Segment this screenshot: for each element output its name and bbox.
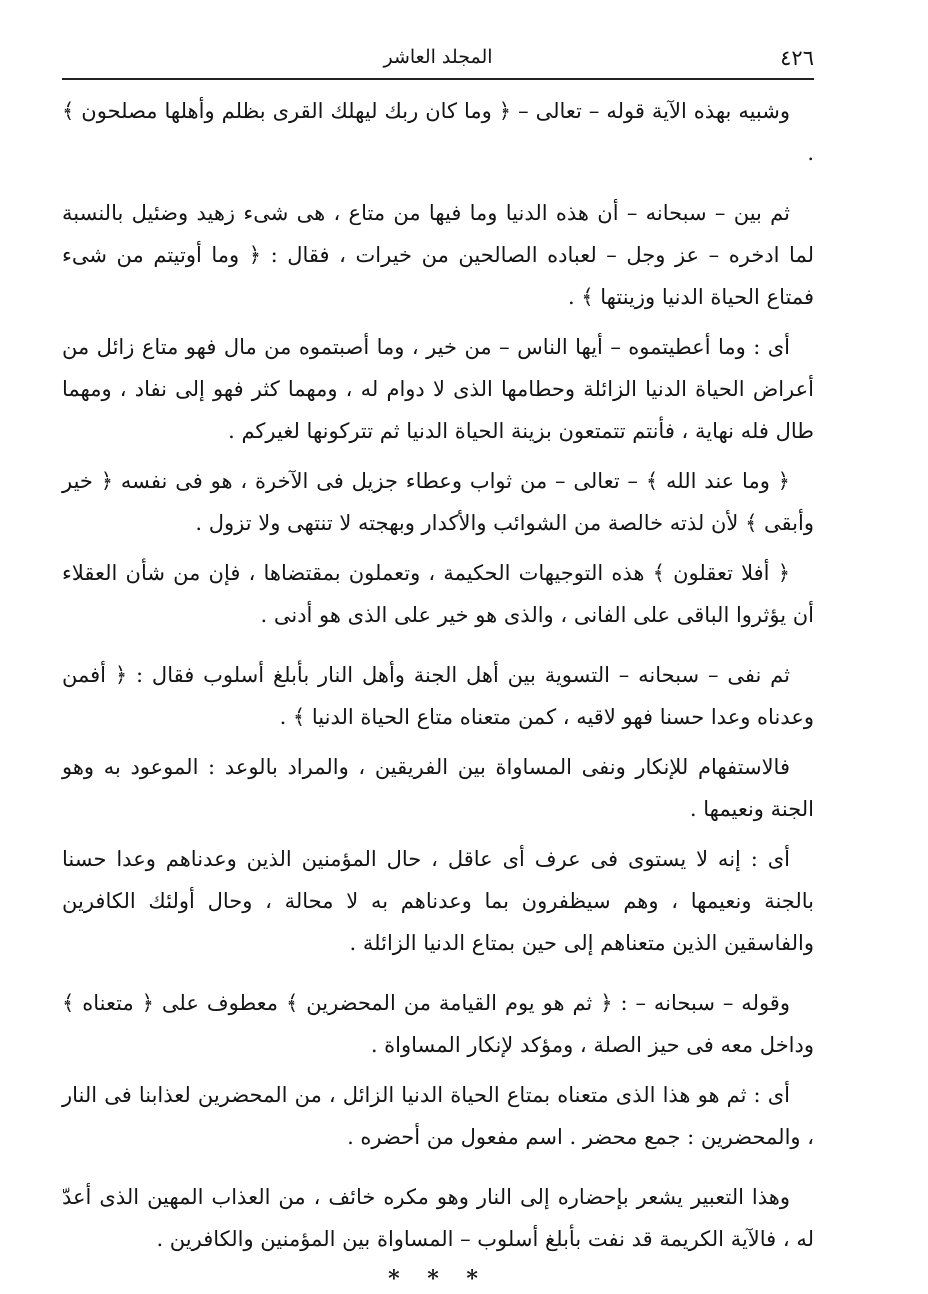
body-text: [62, 90, 814, 1260]
section-separator: * * *: [388, 1266, 488, 1292]
paragraph-11: وهذا التعبير يشعر بإحضاره إلى النار وهو مكره خائف ، من العذاب المهين الذى أعدّ له ، فالآية الكريمة قد نفت بأبلغ أسلوب – المساواة بين المؤمنين والكافرين .: [62, 1185, 814, 1251]
paragraph-3: أى : وما أعطيتموه – أيها الناس – من خير ، وما أصبتموه من مال فهو متاع زائل من أعراض الحياة الدنيا الزائلة وحطامها الذى لا دوام له ، ومهما كثر فهو إلى نفاد ، ومهما طال فله نهاية ، فأنتم تتمتعون بزينة الحياة الدنيا ثم تتركونها لغيركم .: [62, 335, 814, 443]
paragraph-6: ثم نفى – سبحانه – التسوية بين أهل الجنة وأهل النار بأبلغ أسلوب فقال : ﴿ أفمن وعدناه وعدا حسنا فهو لاقيه ، كمن متعناه متاع الحياة الدنيا ﴾ .: [62, 663, 814, 729]
paragraph-7: فالاستفهام للإنكار ونفى المساواة بين الفريقين ، والمراد بالوعد : الموعود به وهو الجنة ونعيمها .: [62, 755, 814, 821]
paragraph-2: ثم بين – سبحانه – أن هذه الدنيا وما فيها من متاع ، هى شىء زهيد وضئيل بالنسبة لما ادخره – عز وجل – لعباده الصالحين من خيرات ، فقال : ﴿ وما أوتيتم من شىء فمتاع الحياة الدنيا وزينتها ﴾ .: [62, 201, 814, 309]
paragraph-5: ﴿ أفلا تعقلون ﴾ هذه التوجيهات الحكيمة ، وتعملون بمقتضاها ، فإن من شأن العقلاء أن يؤثروا الباقى على الفانى ، والذى هو خير على الذى هو أدنى .: [62, 561, 814, 627]
paragraph-8: أى : إنه لا يستوى فى عرف أى عاقل ، حال المؤمنين الذين وعدناهم وعدا حسنا بالجنة ونعيمها ، وهم سيظفرون بما وعدناهم به لا محالة ، وحال أولئك الكافرين والفاسقين الذين متعناهم إلى حين بمتاع الدنيا الزائلة .: [62, 847, 814, 955]
page-number: ٤٢٦: [780, 46, 814, 70]
paragraph-9: وقوله – سبحانه – : ﴿ ثم هو يوم القيامة من المحضرين ﴾ معطوف على ﴿ متعناه ﴾ وداخل معه فى حيز الصلة ، ومؤكد لإنكار المساواة .: [62, 991, 814, 1057]
page-header: [62, 38, 814, 78]
header-rule: [62, 78, 814, 80]
volume-title: المجلد العاشر: [383, 46, 493, 68]
paragraph-1: وشبيه بهذه الآية قوله – تعالى – ﴿ وما كان ربك ليهلك القرى بظلم وأهلها مصلحون ﴾ .: [62, 99, 814, 165]
paragraph-4: ﴿ وما عند الله ﴾ – تعالى – من ثواب وعطاء جزيل فى الآخرة ، هو فى نفسه ﴿ خير وأبقى ﴾ لأن لذته خالصة من الشوائب والأكدار وبهجته لا تنتهى ولا تزول .: [62, 469, 814, 535]
book-page: [62, 38, 814, 1292]
paragraph-10: أى : ثم هو هذا الذى متعناه بمتاع الحياة الدنيا الزائل ، من المحضرين لعذابنا فى النار ، والمحضرين : جمع محضر . اسم مفعول من أحضره .: [62, 1083, 814, 1149]
